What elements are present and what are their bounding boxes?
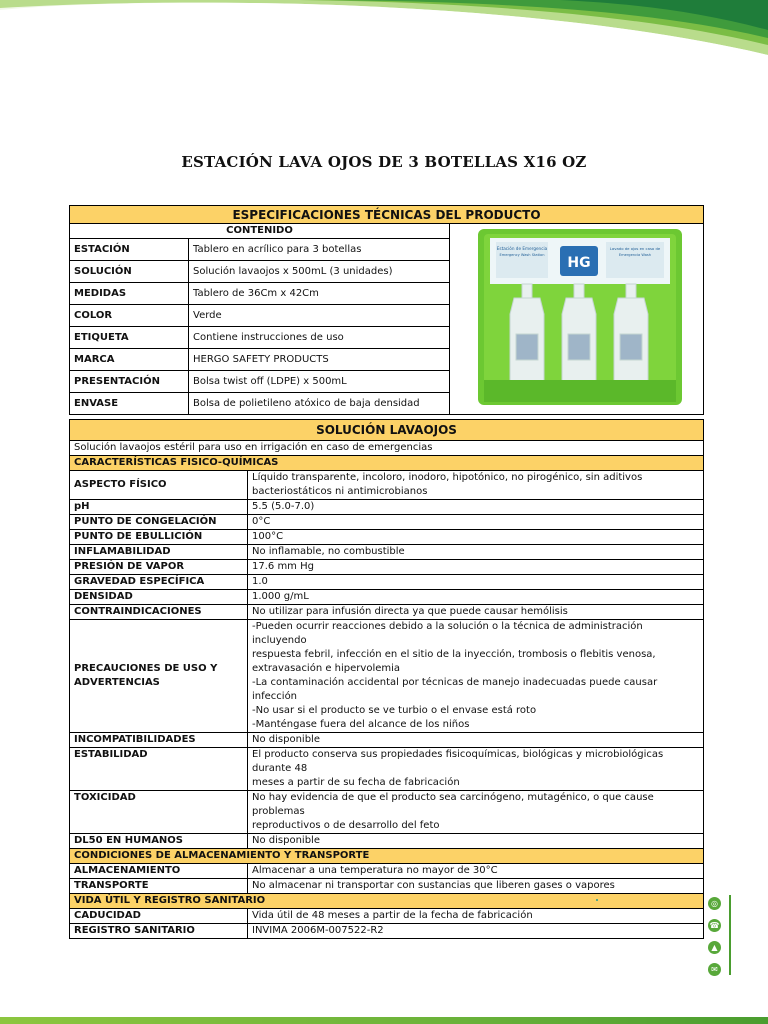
header-decoration [0,0,768,70]
row-value: No disponible [248,834,704,849]
row-key: INFLAMABILIDAD [70,545,248,560]
precaution-line: -Manténgase fuera del alcance de los niños [252,719,470,730]
row-value: No almacenar ni transportar con sustancias que liberen gases o vapores [248,879,704,894]
precautions-key-line: PRECAUCIONES DE USO Y [74,663,218,674]
sign-left-subtext: Emergency Wash Station [498,253,545,257]
bottle-3 [614,284,648,390]
spec-subheader: CONTENIDO [70,224,450,239]
footer-bar [0,1017,768,1024]
page-title: ESTACIÓN LAVA OJOS DE 3 BOTELLAS X16 OZ [181,153,587,171]
row-value: 1.0 [248,575,704,590]
spec-value: Tablero de 36Cm x 42Cm [189,283,450,305]
row-value-line: Líquido transparente, incoloro, inodoro, hipotónico, no pirogénico, sin aditivos [252,472,643,483]
row-value-precautions [248,620,704,733]
section-physicochemical: CARACTERÍSTICAS FISICO-QUÍMICAS [70,456,704,471]
row-value-line: No hay evidencia de que el producto sea carcinógeno, mutagénico, o que cause problemas [252,792,654,817]
web-icon[interactable]: ◎ [708,897,721,910]
row-value [248,471,704,500]
row-key: pH [70,500,248,515]
specifications-table [69,205,704,415]
bottle-2 [562,284,596,390]
bottle-1 [510,284,544,390]
row-value-line: bacteriostáticos ni antimicrobianos [252,486,428,497]
spec-value: Bolsa twist off (LDPE) x 500mL [189,371,450,393]
spec-key: COLOR [70,305,189,327]
row-key: ALMACENAMIENTO [70,864,248,879]
row-value: 0°C [248,515,704,530]
row-value: No inflamable, no combustible [248,545,704,560]
precautions-key-line: ADVERTENCIAS [74,677,160,688]
row-value [248,791,704,834]
sign-right-text: Lavado de ojos en caso de [609,246,660,251]
location-icon[interactable]: ▲ [708,941,721,954]
sign-left-text: Estación de Emergencia [496,246,547,251]
section-shelf-life: VIDA ÚTIL Y REGISTRO SANITARIO [70,894,704,909]
section-storage: CONDICIONES DE ALMACENAMIENTO Y TRANSPORTE [70,849,704,864]
solution-description: Solución lavaojos estéril para uso en irrigación en caso de emergencias [70,441,704,456]
row-value-line: meses a partir de su fecha de fabricación [252,777,460,788]
row-key: CONTRAINDICACIONES [70,605,248,620]
spec-value: Bolsa de polietileno atóxico de baja densidad [189,393,450,415]
precaution-line: -Pueden ocurrir reacciones debido a la solución o la técnica de administración incluyendo [252,621,643,646]
row-key: REGISTRO SANITARIO [70,924,248,939]
row-value-line: El producto conserva sus propiedades fisicoquímicas, biológicas y microbiológicas durante 48 [252,749,664,774]
spec-value: HERGO SAFETY PRODUCTS [189,349,450,371]
row-key-precautions [70,620,248,733]
contact-icons [704,895,732,975]
row-key: PUNTO DE CONGELACIÓN [70,515,248,530]
spec-value: Contiene instrucciones de uso [189,327,450,349]
row-key: CADUCIDAD [70,909,248,924]
email-icon[interactable]: ✉ [708,963,721,976]
row-key: ASPECTO FÍSICO [70,471,248,500]
precaution-line: -No usar si el producto se ve turbio o el envase está roto [252,705,537,716]
spec-key: ENVASE [70,393,189,415]
phone-icon[interactable]: ☎ [709,921,720,930]
spec-key: SOLUCIÓN [70,261,189,283]
spec-key: ESTACIÓN [70,239,189,261]
brand-logo: HG [566,255,591,271]
spec-key: ETIQUETA [70,327,189,349]
row-value: 5.5 (5.0-7.0) [248,500,704,515]
spec-value: Solución lavaojos x 500mL (3 unidades) [189,261,450,283]
spec-header: ESPECIFICACIONES TÉCNICAS DEL PRODUCTO [70,206,704,224]
row-value: No disponible [248,733,704,748]
row-key: TRANSPORTE [70,879,248,894]
sign-right-subtext: Emergencia Wash [618,253,651,257]
row-value: Vida útil de 48 meses a partir de la fecha de fabricación [248,909,704,924]
row-value: 100°C [248,530,704,545]
precaution-line: extravasación e hipervolemia [252,663,401,674]
solution-table [69,419,704,939]
row-key: ESTABILIDAD [70,748,248,791]
row-key: PRESIÓN DE VAPOR [70,560,248,575]
row-value: INVIMA 2006M-007522-R2 [248,924,704,939]
spec-value: Verde [189,305,450,327]
row-key: PUNTO DE EBULLICIÓN [70,530,248,545]
product-image [450,224,704,415]
spec-key: MARCA [70,349,189,371]
row-value-line: reproductivos o de desarrollo del feto [252,820,440,831]
stray-dot [596,899,598,901]
row-key: GRAVEDAD ESPECÍFICA [70,575,248,590]
spec-key: PRESENTACIÓN [70,371,189,393]
spec-key: MEDIDAS [70,283,189,305]
row-value [248,748,704,791]
row-key: INCOMPATIBILIDADES [70,733,248,748]
precaution-line: -La contaminación accidental por técnicas de manejo inadecuadas puede causar infección [252,677,658,702]
row-value: 17.6 mm Hg [248,560,704,575]
row-key: DENSIDAD [70,590,248,605]
precaution-line: respuesta febril, infección en el sitio de la inyección, trombosis o flebitis venosa, [252,649,656,660]
row-value: No utilizar para infusión directa ya que puede causar hemólisis [248,605,704,620]
eyewash-station-image [454,224,700,414]
row-key: DL50 EN HUMANOS [70,834,248,849]
solution-header: SOLUCIÓN LAVAOJOS [70,420,704,441]
spec-value: Tablero en acrílico para 3 botellas [189,239,450,261]
row-value: 1.000 g/mL [248,590,704,605]
row-key: TOXICIDAD [70,791,248,834]
row-value: Almacenar a una temperatura no mayor de 30°C [248,864,704,879]
